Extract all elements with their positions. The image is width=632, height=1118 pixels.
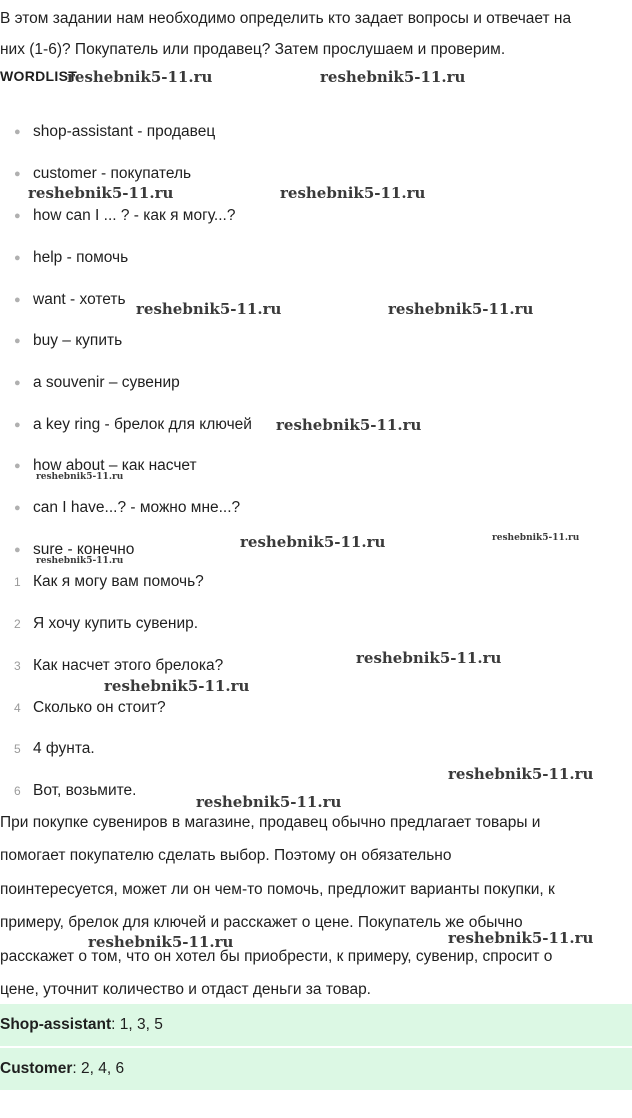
bullet-icon: ● — [14, 210, 21, 222]
explanation-line-1: При покупке сувениров в магазине, продавец обычно предлагает товары и — [0, 814, 541, 831]
watermark: reshebnik5-11.ru — [276, 416, 422, 434]
word-item: ● sure - конечно — [14, 541, 135, 559]
answer-shop-assistant: Shop-assistant: 1, 3, 5 — [0, 1004, 632, 1046]
bullet-icon: ● — [14, 419, 21, 431]
watermark: reshebnik5-11.ru — [448, 765, 594, 783]
word-item: ● buy – купить — [14, 332, 123, 350]
watermark: reshebnik5-11.ru — [104, 677, 250, 695]
phrase-item: 4 Сколько он стоит? — [14, 699, 166, 716]
watermark: reshebnik5-11.ru — [136, 300, 282, 318]
watermark: reshebnik5-11.ru — [388, 300, 534, 318]
explanation-line-5: расскажет о том, что он хотел бы приобрести, к примеру, сувенир, спросит о — [0, 948, 553, 965]
phrase-item: 6 Вот, возьмите. — [14, 782, 137, 799]
phrase-item: 2 Я хочу купить сувенир. — [14, 615, 199, 632]
bullet-icon: ● — [14, 252, 21, 264]
wordlist-heading: WORDLIST — [0, 68, 78, 84]
intro-line-2: них (1-6)? Покупатель или продавец? Затем прослушаем и проверим. — [0, 41, 506, 58]
watermark: reshebnik5-11.ru — [36, 556, 124, 566]
watermark: reshebnik5-11.ru — [280, 184, 426, 202]
bullet-icon: ● — [14, 294, 21, 306]
word-item: ● a key ring - брелок для ключей — [14, 416, 252, 434]
phrase-item: 1 Как я могу вам помочь? — [14, 573, 204, 590]
phrase-item: 5 4 фунта. — [14, 740, 95, 757]
explanation-line-3: поинтересуется, может ли он чем-то помочь, предложит варианты покупки, к — [0, 881, 555, 898]
bullet-icon: ● — [14, 377, 21, 389]
word-item: ● how about – как насчет — [14, 457, 197, 475]
watermark: reshebnik5-11.ru — [320, 68, 466, 86]
phrase-item: 3 Как насчет этого брелока? — [14, 657, 224, 674]
word-item: ● a souvenir – сувенир — [14, 374, 180, 392]
explanation-line-6: цене, уточнит количество и отдаст деньги за товар. — [0, 981, 371, 998]
watermark: reshebnik5-11.ru — [492, 533, 580, 543]
explanation-line-2: помогает покупателю сделать выбор. Поэтому он обязательно — [0, 847, 452, 864]
word-item: ● want - хотеть — [14, 291, 126, 309]
bullet-icon: ● — [14, 168, 21, 180]
bullet-icon: ● — [14, 544, 21, 556]
watermark: reshebnik5-11.ru — [356, 649, 502, 667]
watermark: reshebnik5-11.ru — [67, 68, 213, 86]
explanation-line-4: примеру, брелок для ключей и расскажет о цене. Покупатель же обычно — [0, 914, 523, 931]
intro-line-1: В этом задании нам необходимо определить кто задает вопросы и отвечает на — [0, 10, 572, 27]
bullet-icon: ● — [14, 502, 21, 514]
watermark: reshebnik5-11.ru — [28, 184, 174, 202]
watermark: reshebnik5-11.ru — [448, 929, 594, 947]
watermark: reshebnik5-11.ru — [196, 793, 342, 811]
word-item: ● customer - покупатель — [14, 165, 192, 183]
bullet-icon: ● — [14, 460, 21, 472]
answer-customer: Customer: 2, 4, 6 — [0, 1048, 632, 1090]
bullet-icon: ● — [14, 126, 21, 138]
watermark: reshebnik5-11.ru — [240, 533, 386, 551]
bullet-icon: ● — [14, 335, 21, 347]
word-item: ● shop-assistant - продавец — [14, 123, 216, 141]
watermark: reshebnik5-11.ru — [88, 933, 234, 951]
word-item: ● help - помочь — [14, 249, 129, 267]
watermark: reshebnik5-11.ru — [36, 472, 124, 482]
word-item: ● can I have...? - можно мне...? — [14, 499, 241, 517]
word-item: ● how can I ... ? - как я могу...? — [14, 207, 236, 225]
